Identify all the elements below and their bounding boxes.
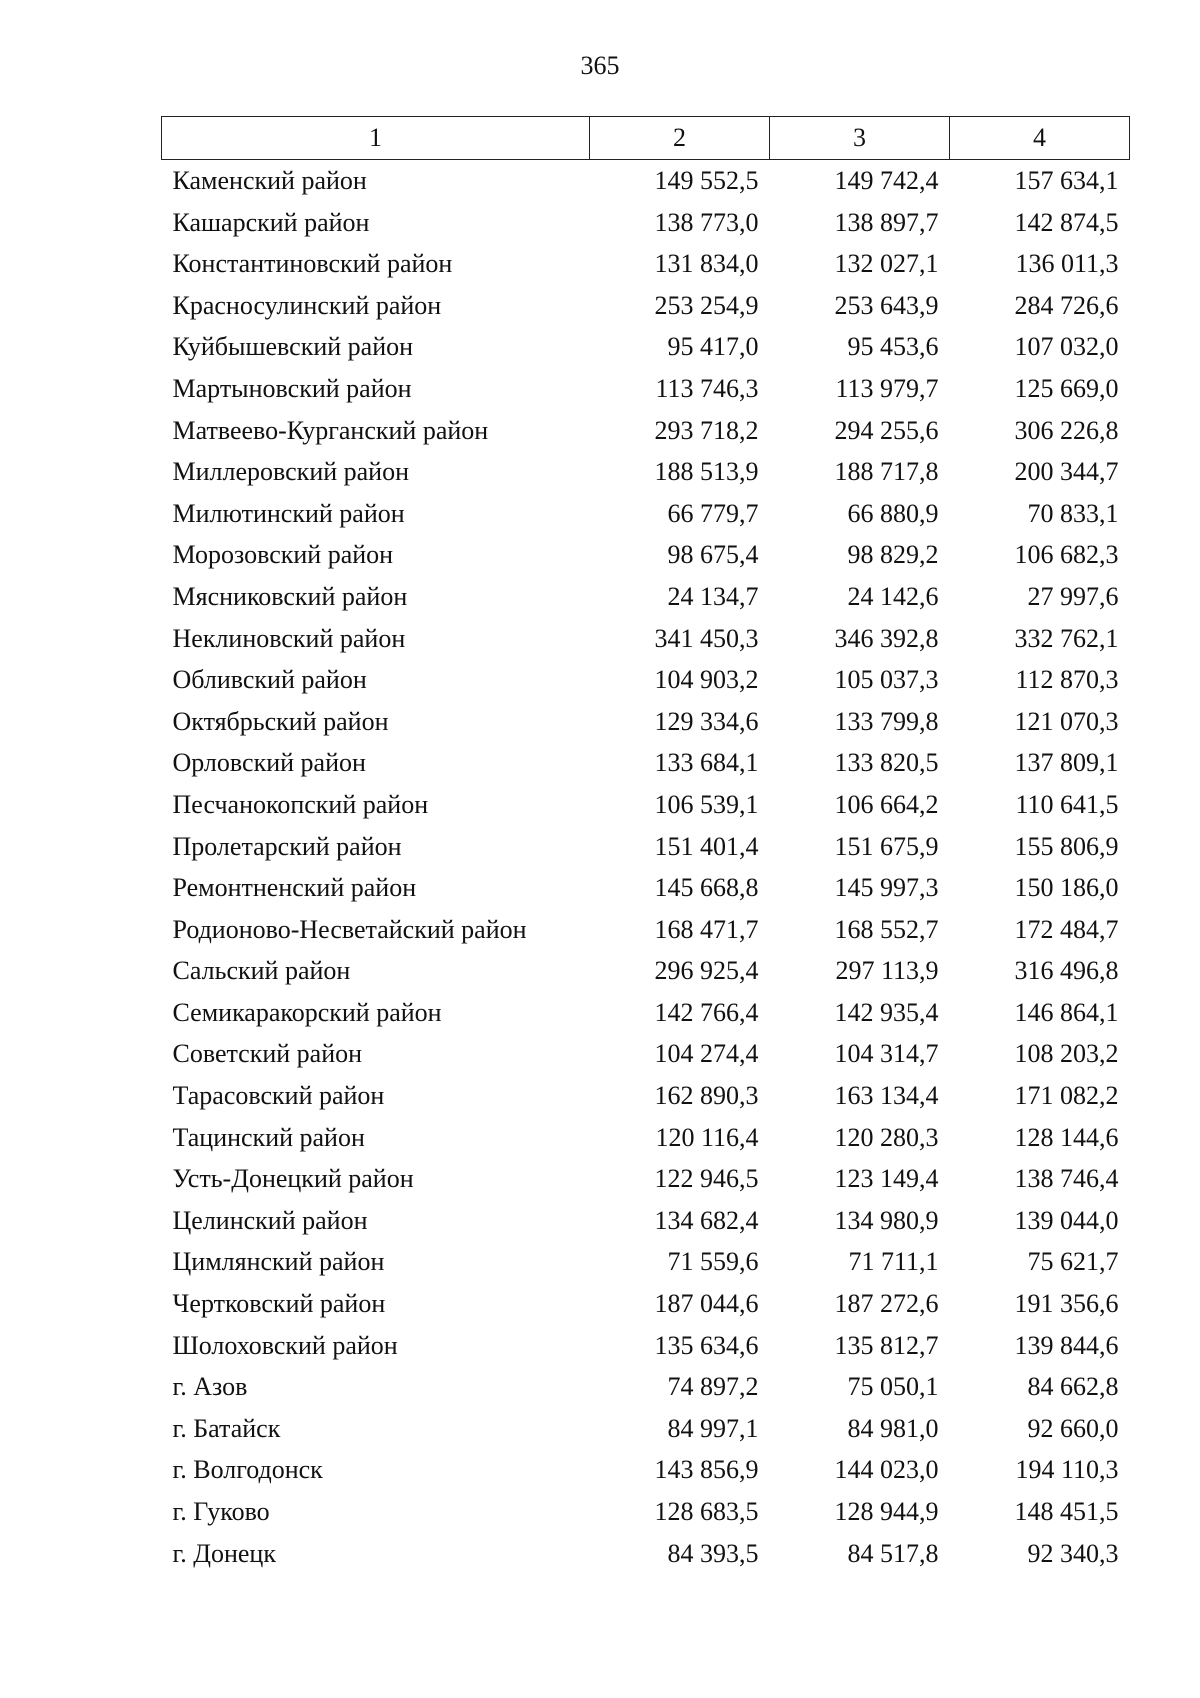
table-row	[162, 326, 1130, 368]
value-column-3: 168 552,7	[834, 914, 939, 944]
value-column-3: 66 880,9	[847, 498, 939, 528]
value-column-4: 148 451,5	[1014, 1497, 1119, 1526]
municipality-name: г. Волгодонск	[172, 1455, 323, 1485]
value-column-2: 84 393,5	[667, 1538, 759, 1568]
municipality-name: Мартыновский район	[172, 373, 412, 403]
value-column-3: 134 980,9	[834, 1205, 939, 1235]
value-column-4: 150 186,0	[1014, 873, 1119, 903]
value-column-4: 200 344,7	[1014, 457, 1119, 487]
value-column-4: 106 682,3	[1014, 540, 1119, 570]
municipality-name: Каменский район	[172, 166, 367, 195]
value-column-4: 306 226,8	[1014, 415, 1119, 445]
value-column-2: 135 634,6	[654, 1330, 759, 1360]
municipality-name: Кашарский район	[172, 207, 370, 237]
table-row	[162, 368, 1130, 410]
municipality-name: Миллеровский район	[172, 457, 410, 487]
municipality-name: Песчанокопский район	[172, 789, 429, 819]
value-column-2: 120 116,4	[655, 1122, 759, 1152]
value-column-4: 171 082,2	[1014, 1081, 1119, 1111]
value-column-4: 70 833,1	[1027, 498, 1119, 528]
value-column-4: 92 340,3	[1027, 1538, 1119, 1568]
table-row	[162, 410, 1130, 452]
table-row	[162, 784, 1130, 826]
value-column-2: 122 946,5	[654, 1164, 759, 1194]
budget-table	[161, 116, 1130, 1574]
table-row	[162, 1158, 1130, 1200]
value-column-2: 131 834,0	[654, 249, 759, 279]
value-column-2: 71 559,6	[667, 1247, 759, 1277]
municipality-name: Красносулинский район	[172, 290, 442, 320]
value-column-2: 168 471,7	[654, 914, 759, 944]
table-row	[162, 202, 1130, 244]
municipality-name: Шолоховский район	[172, 1330, 398, 1360]
value-column-3: 75 050,1	[847, 1372, 939, 1402]
column-header-1: 1	[162, 117, 590, 160]
table-row	[162, 493, 1130, 535]
value-column-2: 142 766,4	[654, 997, 759, 1027]
table-row	[162, 618, 1130, 660]
value-column-2: 188 513,9	[654, 457, 759, 487]
column-header-2: 2	[590, 117, 770, 160]
value-column-3: 24 142,6	[847, 581, 939, 611]
table-row	[162, 742, 1130, 784]
municipality-name: Орловский район	[172, 748, 366, 778]
value-column-4: 316 496,8	[1014, 956, 1119, 986]
value-column-4: 108 203,2	[1014, 1039, 1119, 1069]
municipality-name: Милютинский район	[172, 498, 405, 528]
value-column-3: 149 742,4	[834, 166, 939, 195]
value-column-4: 137 809,1	[1014, 748, 1119, 778]
value-column-2: 98 675,4	[667, 540, 759, 570]
municipality-name: Куйбышевский район	[172, 332, 414, 362]
value-column-4: 121 070,3	[1014, 706, 1119, 736]
table-row	[162, 1491, 1130, 1533]
municipality-name: Ремонтненский район	[172, 873, 417, 903]
value-column-2: 84 997,1	[667, 1413, 759, 1443]
value-column-3: 142 935,4	[834, 997, 939, 1027]
table-body	[162, 160, 1130, 1575]
table-row	[162, 1283, 1130, 1325]
value-column-2: 128 683,5	[654, 1497, 759, 1526]
table-row	[162, 285, 1130, 327]
municipality-name: Мясниковский район	[172, 581, 408, 611]
value-column-4: 194 110,3	[1015, 1455, 1119, 1485]
value-column-4: 107 032,0	[1014, 332, 1119, 362]
table-row	[162, 992, 1130, 1034]
value-column-2: 74 897,2	[667, 1372, 759, 1402]
column-header-3: 3	[770, 117, 950, 160]
municipality-name: Пролетарский район	[172, 831, 402, 861]
value-column-4: 172 484,7	[1014, 914, 1119, 944]
value-column-2: 253 254,9	[654, 290, 759, 320]
table-row	[162, 1408, 1130, 1450]
table-row	[162, 1075, 1130, 1117]
table-row	[162, 1449, 1130, 1491]
value-column-3: 98 829,2	[847, 540, 939, 570]
municipality-name: Неклиновский район	[172, 623, 406, 653]
value-column-2: 296 925,4	[654, 956, 759, 986]
value-column-3: 105 037,3	[834, 665, 939, 695]
municipality-name: Чертковский район	[172, 1289, 386, 1319]
value-column-2: 293 718,2	[654, 415, 759, 445]
municipality-name: г. Азов	[172, 1372, 248, 1402]
value-column-3: 135 812,7	[834, 1330, 939, 1360]
municipality-name: Семикаракорский район	[172, 997, 442, 1027]
value-column-4: 332 762,1	[1014, 623, 1119, 653]
table-row	[162, 451, 1130, 493]
table-row	[162, 1200, 1130, 1242]
table-row	[162, 1241, 1130, 1283]
table-row	[162, 659, 1130, 701]
value-column-2: 24 134,7	[667, 581, 759, 611]
municipality-name: Тацинский район	[172, 1122, 365, 1152]
value-column-2: 133 684,1	[654, 748, 759, 778]
table-row	[162, 1325, 1130, 1367]
table-row	[162, 1533, 1130, 1575]
value-column-4: 112 870,3	[1015, 665, 1119, 695]
table-row	[162, 826, 1130, 868]
table-row	[162, 1117, 1130, 1159]
table-row	[162, 243, 1130, 285]
value-column-3: 144 023,0	[834, 1455, 939, 1485]
value-column-3: 132 027,1	[834, 249, 939, 279]
value-column-2: 162 890,3	[654, 1081, 759, 1111]
value-column-3: 84 517,8	[847, 1538, 939, 1568]
table-row	[162, 534, 1130, 576]
value-column-3: 138 897,7	[834, 207, 939, 237]
table-row	[162, 1366, 1130, 1408]
value-column-4: 157 634,1	[1014, 166, 1119, 195]
value-column-2: 106 539,1	[654, 789, 759, 819]
value-column-2: 95 417,0	[667, 332, 759, 362]
municipality-name: Родионово-Несветайский район	[172, 914, 527, 944]
table-row	[162, 950, 1130, 992]
value-column-3: 253 643,9	[834, 290, 939, 320]
value-column-4: 27 997,6	[1027, 581, 1119, 611]
municipality-name: Усть-Донецкий район	[172, 1164, 414, 1194]
value-column-3: 163 134,4	[834, 1081, 939, 1111]
municipality-name: Морозовский район	[172, 540, 394, 570]
municipality-name: Матвеево-Курганский район	[172, 415, 489, 445]
table-row	[162, 160, 1130, 202]
municipality-name: Константиновский район	[172, 249, 453, 279]
value-column-3: 188 717,8	[834, 457, 939, 487]
header-row	[162, 117, 1130, 160]
value-column-3: 145 997,3	[834, 873, 939, 903]
table-row	[162, 576, 1130, 618]
value-column-2: 145 668,8	[654, 873, 759, 903]
municipality-name: Октябрьский район	[172, 706, 389, 736]
value-column-2: 129 334,6	[654, 706, 759, 736]
value-column-2: 66 779,7	[667, 498, 759, 528]
value-column-4: 110 641,5	[1015, 789, 1119, 819]
value-column-2: 104 903,2	[654, 665, 759, 695]
value-column-2: 149 552,5	[654, 166, 759, 195]
value-column-3: 120 280,3	[834, 1122, 939, 1152]
value-column-3: 128 944,9	[834, 1497, 939, 1526]
value-column-3: 346 392,8	[834, 623, 939, 653]
municipality-name: г. Донецк	[172, 1538, 276, 1568]
value-column-3: 294 255,6	[834, 415, 939, 445]
municipality-name: Цимлянский район	[172, 1247, 385, 1277]
value-column-4: 84 662,8	[1027, 1372, 1119, 1402]
table-row	[162, 867, 1130, 909]
value-column-2: 138 773,0	[654, 207, 759, 237]
value-column-2: 113 746,3	[655, 373, 759, 403]
value-column-3: 113 979,7	[835, 373, 939, 403]
value-column-4: 146 864,1	[1014, 997, 1119, 1027]
value-column-3: 95 453,6	[847, 332, 939, 362]
value-column-4: 75 621,7	[1027, 1247, 1119, 1277]
value-column-4: 128 144,6	[1014, 1122, 1119, 1152]
value-column-2: 143 856,9	[654, 1455, 759, 1485]
column-header-4: 4	[950, 117, 1130, 160]
value-column-3: 133 799,8	[834, 706, 939, 736]
value-column-2: 134 682,4	[654, 1205, 759, 1235]
value-column-2: 187 044,6	[654, 1289, 759, 1319]
value-column-2: 151 401,4	[654, 831, 759, 861]
municipality-name: г. Батайск	[172, 1413, 281, 1443]
value-column-4: 139 844,6	[1014, 1330, 1119, 1360]
value-column-3: 106 664,2	[834, 789, 939, 819]
value-column-4: 138 746,4	[1014, 1164, 1119, 1194]
municipality-name: Целинский район	[172, 1205, 368, 1235]
value-column-4: 191 356,6	[1014, 1289, 1119, 1319]
value-column-2: 104 274,4	[654, 1039, 759, 1069]
value-column-4: 139 044,0	[1014, 1205, 1119, 1235]
value-column-2: 341 450,3	[654, 623, 759, 653]
table-row	[162, 701, 1130, 743]
value-column-3: 123 149,4	[834, 1164, 939, 1194]
value-column-3: 104 314,7	[834, 1039, 939, 1069]
value-column-3: 133 820,5	[834, 748, 939, 778]
value-column-4: 125 669,0	[1014, 373, 1119, 403]
municipality-name: Сальский район	[172, 956, 351, 986]
municipality-name: Обливский район	[172, 665, 367, 695]
page-number: 365	[580, 51, 620, 80]
value-column-4: 284 726,6	[1014, 290, 1119, 320]
value-column-3: 297 113,9	[835, 956, 939, 986]
value-column-3: 84 981,0	[847, 1413, 939, 1443]
table-row	[162, 909, 1130, 951]
value-column-3: 71 711,1	[848, 1247, 939, 1277]
municipality-name: Советский район	[172, 1039, 363, 1069]
value-column-3: 187 272,6	[834, 1289, 939, 1319]
municipality-name: Тарасовский район	[172, 1081, 385, 1111]
table-row	[162, 1033, 1130, 1075]
value-column-4: 92 660,0	[1027, 1413, 1119, 1443]
municipality-name: г. Гуково	[172, 1497, 270, 1526]
value-column-4: 136 011,3	[1015, 249, 1119, 279]
value-column-3: 151 675,9	[834, 831, 939, 861]
value-column-4: 155 806,9	[1014, 831, 1119, 861]
table-header	[162, 117, 1130, 160]
value-column-4: 142 874,5	[1014, 207, 1119, 237]
